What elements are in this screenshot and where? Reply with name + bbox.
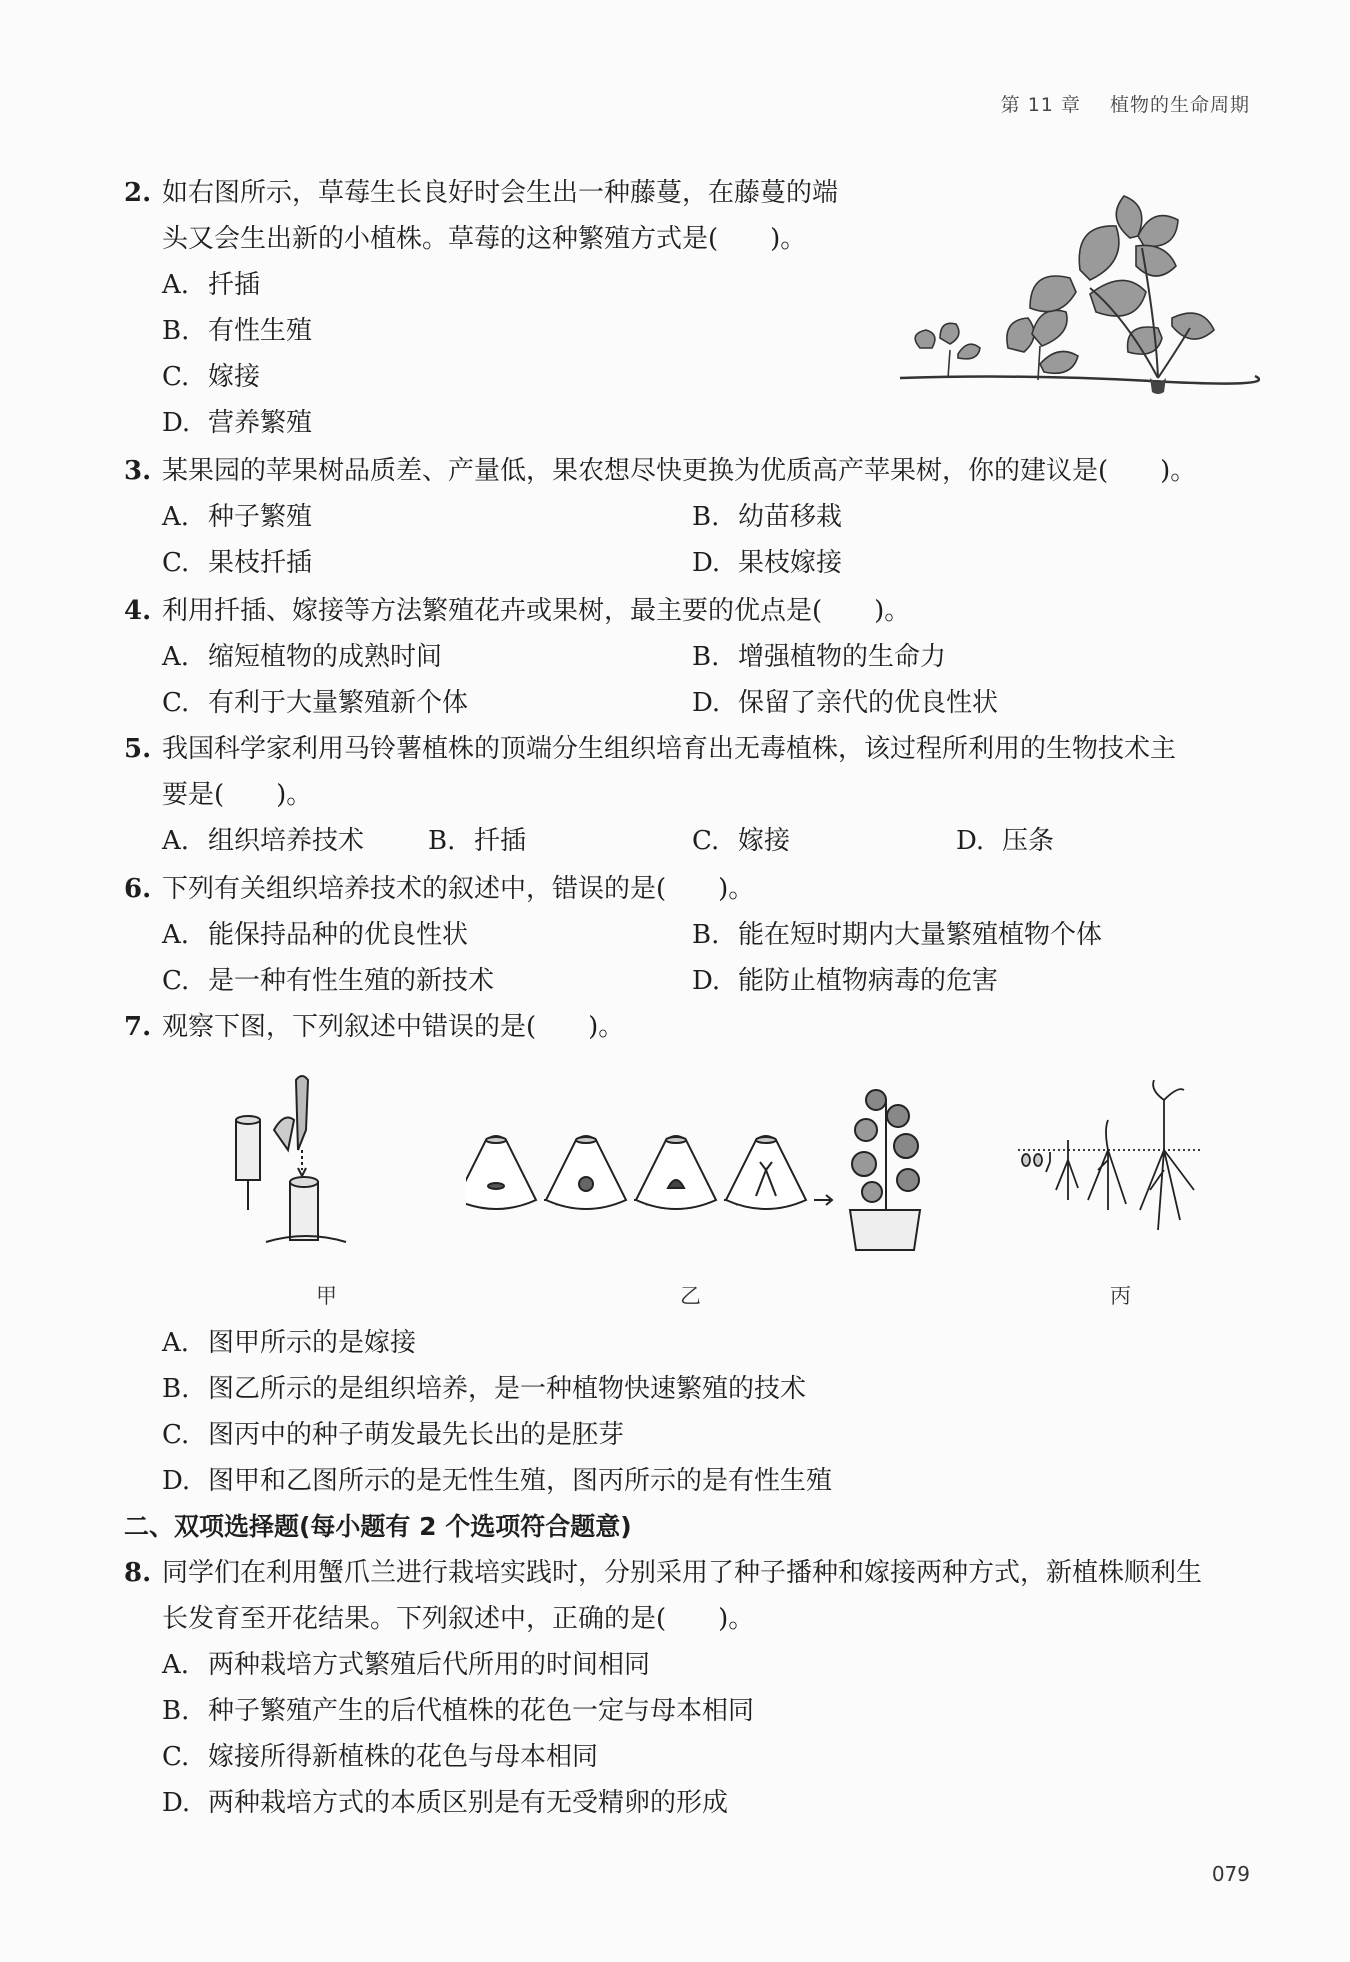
option-b[interactable]: B. 幼苗移栽 <box>692 502 843 532</box>
option-a[interactable]: A. 组织培养技术 <box>162 826 365 856</box>
option-a[interactable]: A. 扦插 <box>162 270 261 300</box>
option-b[interactable]: B. 增强植物的生命力 <box>692 642 947 672</box>
question-number: 6. <box>124 874 152 904</box>
question-number: 3. <box>124 456 152 486</box>
question-number: 2. <box>124 178 152 208</box>
option-a[interactable]: A. 能保持品种的优良性状 <box>162 920 469 950</box>
option-c[interactable]: C. 嫁接所得新植株的花色与母本相同 <box>162 1742 599 1772</box>
option-b[interactable]: B. 有性生殖 <box>162 316 313 346</box>
question-text: 我国科学家利用马铃薯植株的顶端分生组织培育出无毒植株，该过程所利用的生物技术主 要是( )。 <box>162 734 1177 810</box>
option-d[interactable]: D. 图甲和乙图所示的是无性生殖，图丙所示的是有性生殖 <box>162 1466 833 1496</box>
question-3 <box>124 448 1254 494</box>
question-text: 利用扦插、嫁接等方法繁殖花卉或果树，最主要的优点是( )。 <box>162 596 911 626</box>
question-number: 4. <box>124 596 152 626</box>
strawberry-runner-illustration <box>900 178 1260 418</box>
question-text: 同学们在利用蟹爪兰进行栽培实践时，分别采用了种子播种和嫁接两种方式，新植株顺利生 长发育至开花结果。下列叙述中，正确的是( )。 <box>162 1558 1203 1634</box>
question-5 <box>124 726 1254 818</box>
grafting-illustration <box>226 1070 356 1250</box>
question-text: 观察下图，下列叙述中错误的是( )。 <box>162 1012 625 1042</box>
seed-germination-illustration <box>1014 1080 1204 1260</box>
question-6 <box>124 866 1254 912</box>
option-a[interactable]: A. 图甲所示的是嫁接 <box>162 1328 417 1358</box>
caption-jia: 甲 <box>316 1284 337 1308</box>
question-text: 如右图所示，草莓生长良好时会生出一种藤蔓，在藤蔓的端 头又会生出新的小植株。草莓的这种繁殖方式是( )。 <box>162 178 839 254</box>
option-c[interactable]: C. 是一种有性生殖的新技术 <box>162 966 495 996</box>
option-d[interactable]: D. 保留了亲代的优良性状 <box>692 688 999 718</box>
question-text: 某果园的苹果树品质差、产量低，果农想尽快更换为优质高产苹果树，你的建议是( )。 <box>162 456 1197 486</box>
option-c[interactable]: C. 图丙中的种子萌发最先长出的是胚芽 <box>162 1420 625 1450</box>
option-b[interactable]: B. 图乙所示的是组织培养，是一种植物快速繁殖的技术 <box>162 1374 807 1404</box>
option-a[interactable]: A. 种子繁殖 <box>162 502 313 532</box>
caption-bing: 丙 <box>1110 1284 1131 1308</box>
option-d[interactable]: D. 两种栽培方式的本质区别是有无受精卵的形成 <box>162 1788 729 1818</box>
option-c[interactable]: C. 嫁接 <box>162 362 261 392</box>
option-b[interactable]: B. 扦插 <box>428 826 527 856</box>
option-b[interactable]: B. 种子繁殖产生的后代植株的花色一定与母本相同 <box>162 1696 755 1726</box>
option-d[interactable]: D. 压条 <box>956 826 1055 856</box>
option-c[interactable]: C. 嫁接 <box>692 826 791 856</box>
option-a[interactable]: A. 两种栽培方式繁殖后代所用的时间相同 <box>162 1650 651 1680</box>
question-text: 下列有关组织培养技术的叙述中，错误的是( )。 <box>162 874 755 904</box>
question-7 <box>124 1004 1254 1050</box>
option-d[interactable]: D. 营养繁殖 <box>162 408 313 438</box>
option-a[interactable]: A. 缩短植物的成熟时间 <box>162 642 443 672</box>
option-d[interactable]: D. 果枝嫁接 <box>692 548 843 578</box>
chapter-title: 植物的生命周期 <box>1109 94 1250 116</box>
question-number: 5. <box>124 734 152 764</box>
section-heading: 二、双项选择题(每小题有 2 个选项符合题意) <box>124 1512 632 1541</box>
page-header <box>979 90 1250 117</box>
question-4 <box>124 588 1254 634</box>
question-8 <box>124 1550 1254 1642</box>
option-b[interactable]: B. 能在短时期内大量繁殖植物个体 <box>692 920 1103 950</box>
caption-yi: 乙 <box>680 1284 701 1308</box>
option-c[interactable]: C. 有利于大量繁殖新个体 <box>162 688 469 718</box>
option-c[interactable]: C. 果枝扦插 <box>162 548 313 578</box>
question-2 <box>124 170 880 262</box>
question-number: 8. <box>124 1558 152 1588</box>
page-number: 079 <box>1211 1862 1250 1886</box>
option-d[interactable]: D. 能防止植物病毒的危害 <box>692 966 999 996</box>
tissue-culture-illustration <box>466 1080 946 1260</box>
question-number: 7. <box>124 1012 152 1042</box>
chapter-label: 第 11 章 <box>1000 94 1081 116</box>
